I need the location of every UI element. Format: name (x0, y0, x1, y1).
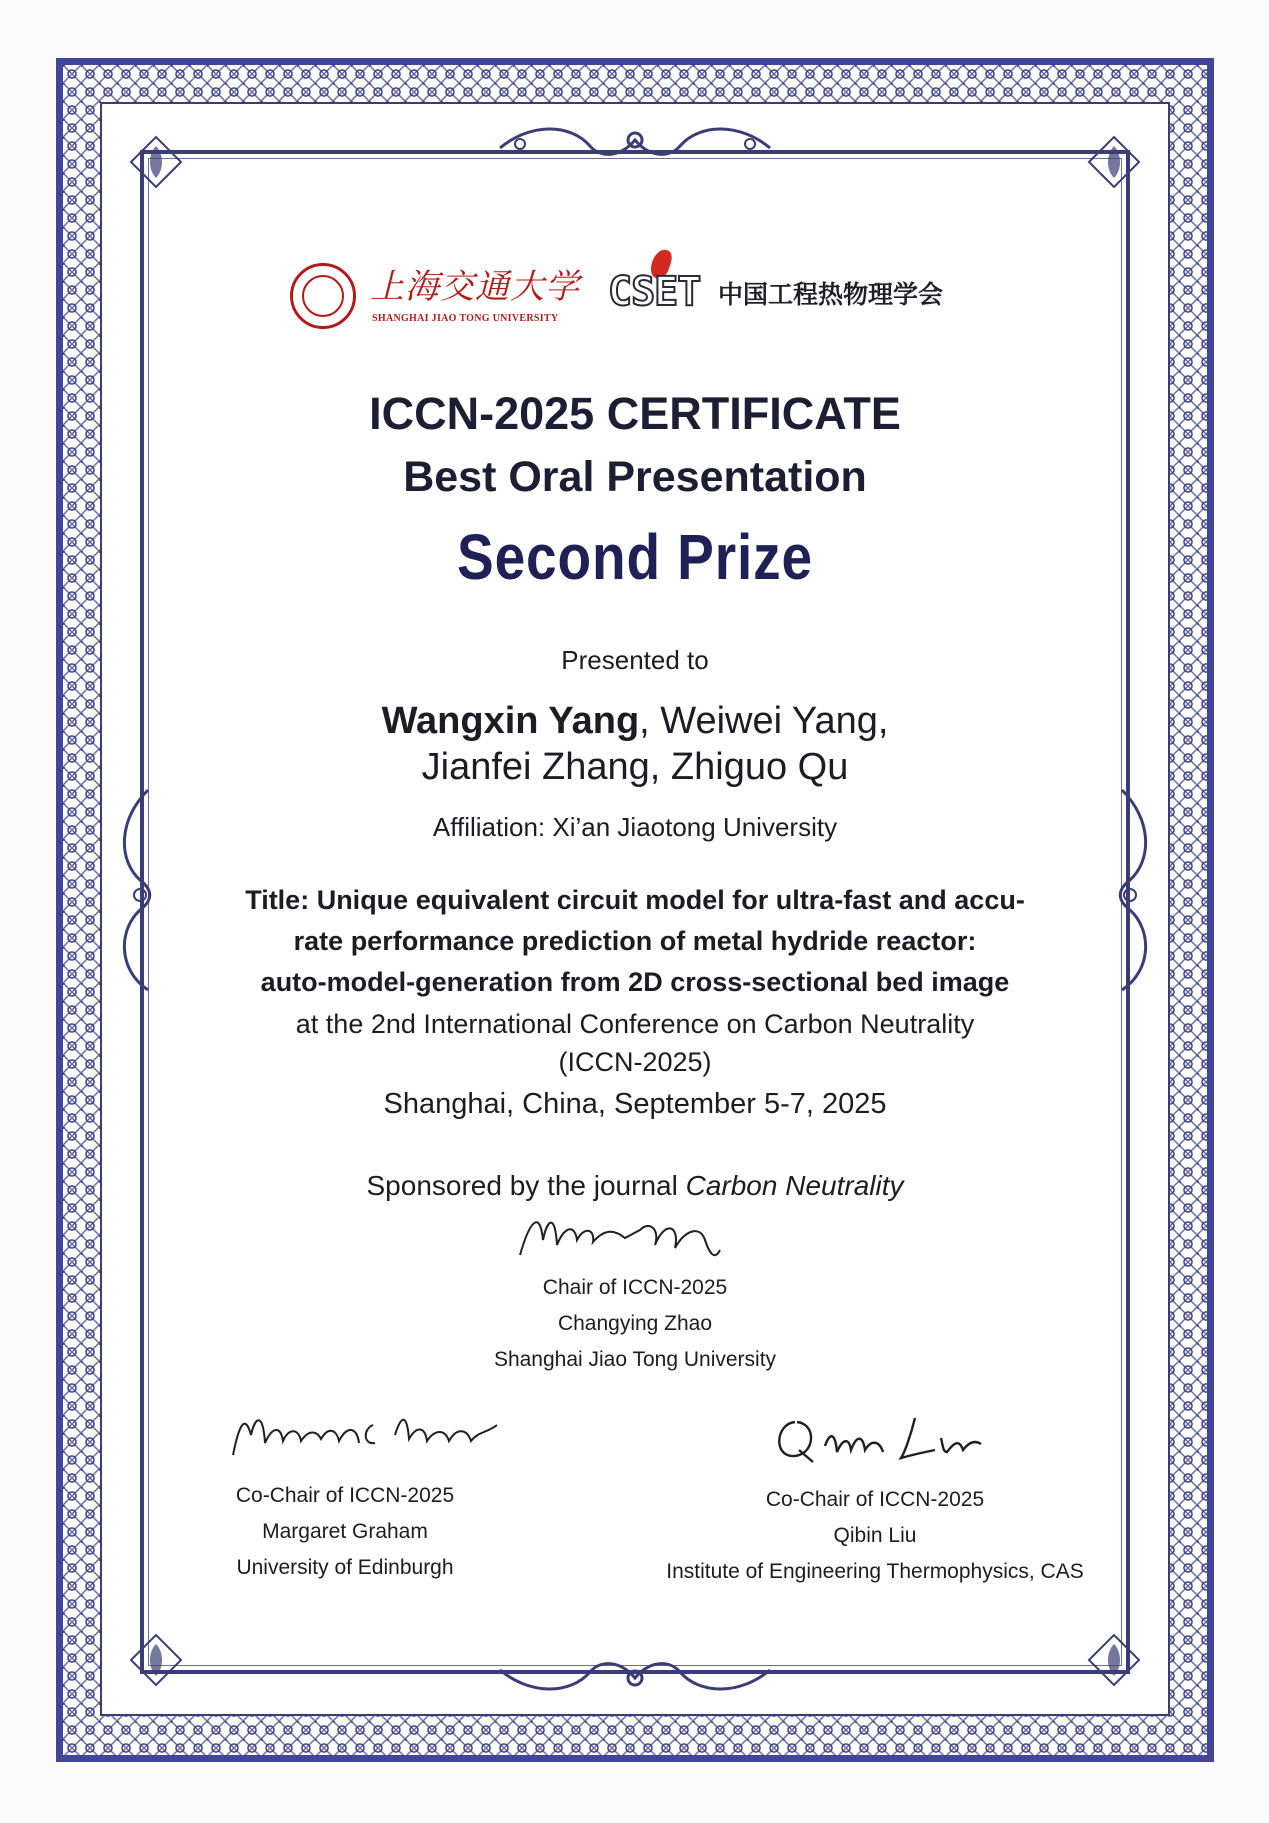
coauthors-line-1: , Weiwei Yang, (639, 700, 889, 742)
paper-title-line-3: auto-model-generation from 2D cross-sectional bed image (260, 967, 1010, 997)
authors-line-1 (150, 700, 1120, 743)
sponsor-line (150, 1170, 1120, 1202)
chair-signature (515, 1200, 745, 1270)
chair-org: Shanghai Jiao Tong University (493, 1348, 777, 1371)
coauthors-line-2: Jianfei Zhang, Zhiguo Qu (421, 746, 849, 788)
top-center-scroll-ornament (490, 118, 780, 168)
cochair-right-signature (765, 1400, 985, 1480)
cochair-right-role: Co-Chair of ICCN-2025 (765, 1488, 985, 1511)
bottom-center-scroll-ornament (490, 1650, 780, 1700)
conference-line-2: (ICCN-2025) (558, 1047, 712, 1077)
cochair-left-name: Margaret Graham (262, 1520, 428, 1543)
presented-to-label: Presented to (561, 645, 709, 675)
cochair-left-org: University of Edinburgh (236, 1556, 454, 1579)
conference-name (150, 1005, 1120, 1081)
cochair-left-signature (225, 1395, 505, 1475)
prize-level: Second Prize (457, 521, 813, 593)
cset-logo: CSET (608, 269, 701, 315)
chair-name: Changying Zhao (557, 1312, 713, 1335)
bottom-left-corner-flourish (126, 1630, 186, 1690)
sjtu-name-cn: 上海交通大学 (370, 267, 580, 307)
chair-block (150, 1270, 1120, 1378)
affiliation: Affiliation: Xi’an Jiaotong University (432, 812, 838, 842)
lead-author: Wangxin Yang (381, 700, 640, 742)
top-right-corner-flourish (1084, 132, 1144, 192)
paper-title (150, 880, 1120, 1003)
cset-name-cn: 中国工程热物理学会 (718, 280, 944, 309)
bottom-right-corner-flourish (1084, 1630, 1144, 1690)
cochair-right-block (640, 1482, 1110, 1590)
sponsor-journal: Carbon Neutrality (685, 1170, 904, 1201)
sponsor-logos (290, 255, 990, 335)
chair-role: Chair of ICCN-2025 (542, 1276, 728, 1299)
sjtu-name-en: SHANGHAI JIAO TONG UNIVERSITY (372, 313, 559, 324)
cochair-left-role: Co-Chair of ICCN-2025 (235, 1484, 455, 1507)
cochair-right-name: Qibin Liu (833, 1524, 917, 1547)
sjtu-seal-logo (290, 263, 356, 329)
cochair-left-block (200, 1478, 490, 1586)
top-left-corner-flourish (126, 132, 186, 192)
conference-line-1: at the 2nd International Conference on Carbon Neutrality (295, 1009, 975, 1039)
certificate-heading: ICCN-2025 CERTIFICATE (369, 388, 901, 439)
cochair-right-org: Institute of Engineering Thermophysics, CAS (666, 1560, 1084, 1583)
location-date: Shanghai, China, September 5-7, 2025 (383, 1088, 887, 1120)
award-name: Best Oral Presentation (403, 453, 867, 501)
paper-title-line-2: rate performance prediction of metal hydride reactor: (293, 926, 977, 956)
sponsor-prefix: Sponsored by the journal (366, 1170, 686, 1201)
paper-title-line-1: Title: Unique equivalent circuit model for ultra-fast and accu- (245, 885, 1025, 915)
